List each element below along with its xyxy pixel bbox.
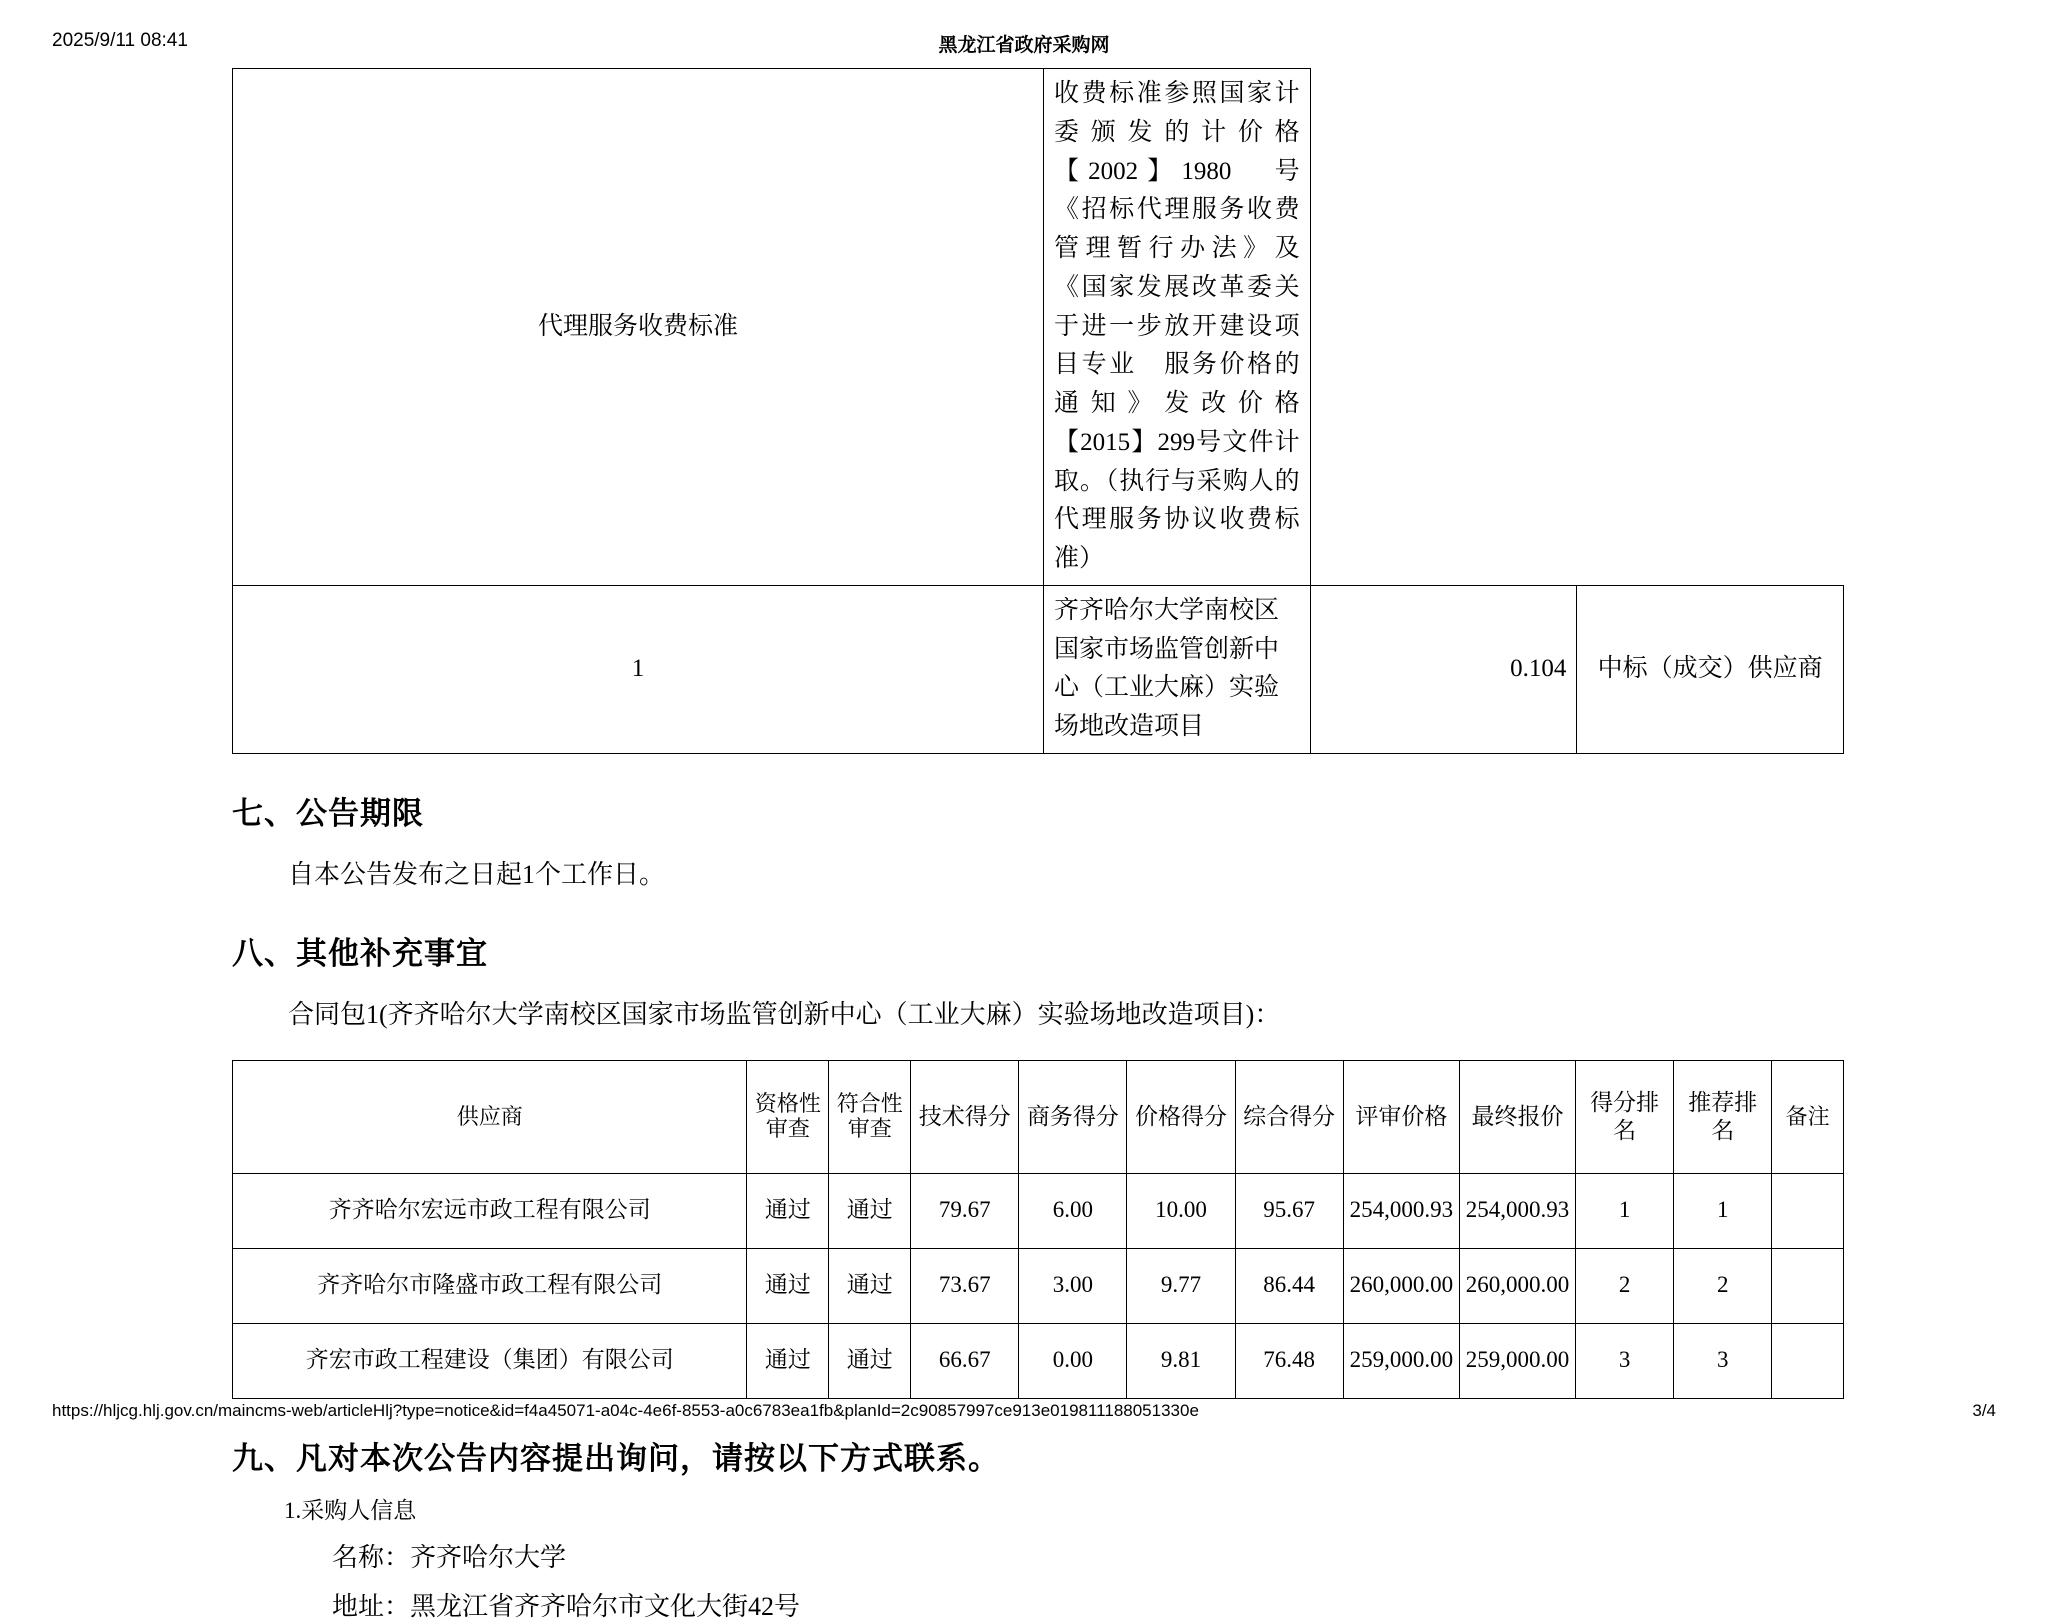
header-price-score bbox=[1127, 1060, 1235, 1173]
section-7-body: 自本公告发布之日起1个工作日。 bbox=[288, 859, 666, 889]
cell-tech-score: 73.67 bbox=[911, 1248, 1019, 1323]
cell-recommend-rank: 1 bbox=[1674, 1173, 1772, 1248]
package-number: 1 bbox=[233, 585, 1044, 753]
cell-conformity: 通过 bbox=[829, 1323, 911, 1398]
cell-tech-score: 79.67 bbox=[911, 1173, 1019, 1248]
package-amount: 0.104 bbox=[1310, 585, 1577, 753]
header-eval-price bbox=[1343, 1060, 1459, 1173]
header-conformity bbox=[829, 1060, 911, 1173]
cell-conformity: 通过 bbox=[829, 1173, 911, 1248]
table-row bbox=[233, 1323, 1844, 1398]
cell-eval-price: 259,000.00 bbox=[1343, 1323, 1459, 1398]
footer-url: https://hljcg.hlj.gov.cn/maincms-web/articleHlj?type=notice&id=f4a45071-a04c-4e6f-8553-a0c6783ea1fb&planId=2c90857997ce913e019811188051330e bbox=[52, 1401, 1199, 1420]
header-remark-text: 备注 bbox=[1785, 1104, 1830, 1129]
header-final-price-text: 最终报价 bbox=[1471, 1103, 1564, 1129]
cell-recommend-rank: 2 bbox=[1674, 1248, 1772, 1323]
print-footer bbox=[0, 1401, 2048, 1423]
header-price-score-text: 价格得分 bbox=[1134, 1103, 1227, 1129]
cell-composite-score: 76.48 bbox=[1235, 1323, 1343, 1398]
cell-remark bbox=[1772, 1323, 1844, 1398]
table-row bbox=[233, 1248, 1844, 1323]
cell-score-rank: 1 bbox=[1576, 1173, 1674, 1248]
document-content bbox=[232, 68, 1844, 1623]
header-qualification-text: 资格性审查 bbox=[754, 1090, 821, 1142]
cell-supplier: 齐宏市政工程建设（集团）有限公司 bbox=[233, 1323, 747, 1398]
header-qualification bbox=[747, 1060, 829, 1173]
header-business-score bbox=[1019, 1060, 1127, 1173]
section-heading-9: 九、凡对本次公告内容提出询问，请按以下方式联系。 bbox=[232, 1440, 1000, 1476]
cell-final-price: 259,000.00 bbox=[1459, 1323, 1575, 1398]
fee-standard-row bbox=[233, 69, 1844, 586]
header-remark bbox=[1772, 1060, 1844, 1173]
cell-business-score: 0.00 bbox=[1019, 1323, 1127, 1398]
cell-final-price: 254,000.93 bbox=[1459, 1173, 1575, 1248]
cell-composite-score: 86.44 bbox=[1235, 1248, 1343, 1323]
fee-standard-table bbox=[232, 68, 1844, 754]
package-name: 齐齐哈尔大学南校区国家市场监管创新中心（工业大麻）实验场地改造项目 bbox=[1044, 585, 1311, 753]
cell-conformity: 通过 bbox=[829, 1248, 911, 1323]
print-header bbox=[0, 30, 2048, 56]
evaluation-table bbox=[232, 1060, 1844, 1399]
purchaser-address: 地址：黑龙江省齐齐哈尔市文化大街42号 bbox=[332, 1591, 801, 1621]
cell-qualification: 通过 bbox=[747, 1173, 829, 1248]
header-composite-score-text: 综合得分 bbox=[1243, 1103, 1336, 1129]
cell-price-score: 9.81 bbox=[1127, 1323, 1235, 1398]
site-title: 黑龙江省政府采购网 bbox=[938, 35, 1110, 56]
section-heading-7: 七、公告期限 bbox=[232, 795, 424, 831]
header-score-rank bbox=[1576, 1060, 1674, 1173]
table-row bbox=[233, 585, 1844, 753]
header-business-score-text: 商务得分 bbox=[1026, 1103, 1119, 1129]
header-final-price bbox=[1459, 1060, 1575, 1173]
cell-score-rank: 3 bbox=[1576, 1323, 1674, 1398]
cell-remark bbox=[1772, 1173, 1844, 1248]
header-score-rank-text: 得分排名 bbox=[1590, 1089, 1660, 1143]
cell-supplier: 齐齐哈尔市隆盛市政工程有限公司 bbox=[233, 1248, 747, 1323]
header-composite-score bbox=[1235, 1060, 1343, 1173]
purchaser-name: 名称：齐齐哈尔大学 bbox=[332, 1542, 567, 1572]
cell-tech-score: 66.67 bbox=[911, 1323, 1019, 1398]
footer-page-number: 3/4 bbox=[1972, 1401, 1996, 1420]
cell-supplier: 齐齐哈尔宏远市政工程有限公司 bbox=[233, 1173, 747, 1248]
header-tech-score bbox=[911, 1060, 1019, 1173]
header-recommend-rank bbox=[1674, 1060, 1772, 1173]
section-heading-8: 八、其他补充事宜 bbox=[232, 935, 488, 971]
cell-final-price: 260,000.00 bbox=[1459, 1248, 1575, 1323]
header-tech-score-text: 技术得分 bbox=[918, 1103, 1011, 1129]
table-header-row bbox=[233, 1060, 1844, 1173]
cell-composite-score: 95.67 bbox=[1235, 1173, 1343, 1248]
cell-remark bbox=[1772, 1248, 1844, 1323]
purchaser-info-label: 1.采购人信息 bbox=[284, 1497, 417, 1523]
cell-score-rank: 2 bbox=[1576, 1248, 1674, 1323]
cell-business-score: 3.00 bbox=[1019, 1248, 1127, 1323]
cell-qualification: 通过 bbox=[747, 1248, 829, 1323]
header-recommend-rank-text: 推荐排名 bbox=[1688, 1089, 1758, 1143]
cell-qualification: 通过 bbox=[747, 1323, 829, 1398]
fee-standard-label: 代理服务收费标准 bbox=[233, 69, 1044, 586]
header-supplier: 供应商 bbox=[233, 1060, 747, 1173]
section-8-intro: 合同包1(齐齐哈尔大学南校区国家市场监管创新中心（工业大麻）实验场地改造项目)： bbox=[288, 999, 1281, 1029]
fee-standard-text: 收费标准参照国家计委颁发的计价格【2002】1980 号《招标代理服务收费管理暂行办法》及《国家发展改革委关于进一步放开建设项目专业 服务价格的通知》发改价格【2015】299号文件计取。（执行与采购人的代理服务协议收费标准） bbox=[1044, 69, 1311, 586]
print-date: 2025/9/11 08:41 bbox=[52, 30, 188, 51]
cell-price-score: 10.00 bbox=[1127, 1173, 1235, 1248]
header-eval-price-text: 评审价格 bbox=[1355, 1103, 1448, 1129]
table-row bbox=[233, 1173, 1844, 1248]
package-supplier-label: 中标（成交）供应商 bbox=[1577, 585, 1844, 753]
cell-recommend-rank: 3 bbox=[1674, 1323, 1772, 1398]
cell-business-score: 6.00 bbox=[1019, 1173, 1127, 1248]
header-conformity-text: 符合性审查 bbox=[836, 1090, 903, 1142]
cell-eval-price: 260,000.00 bbox=[1343, 1248, 1459, 1323]
cell-eval-price: 254,000.93 bbox=[1343, 1173, 1459, 1248]
cell-price-score: 9.77 bbox=[1127, 1248, 1235, 1323]
